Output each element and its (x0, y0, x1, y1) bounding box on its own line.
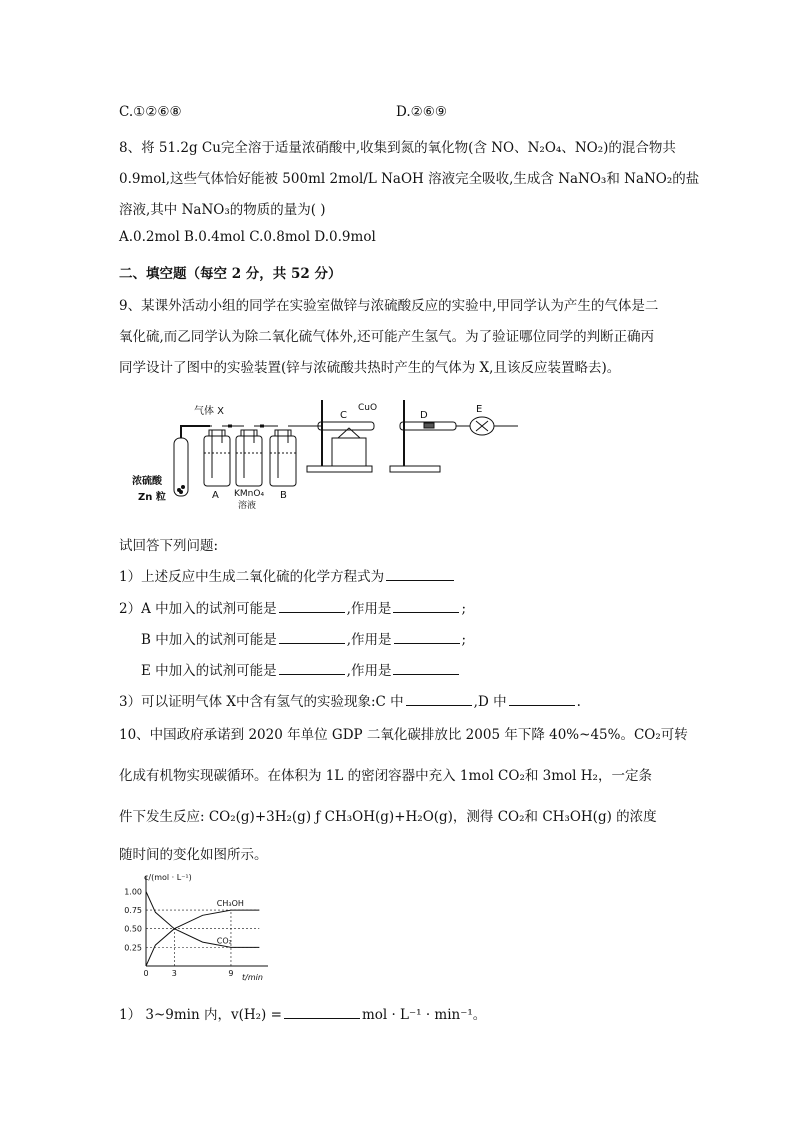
q9-sub3-text2: ,D 中 (473, 694, 507, 710)
y-tick-label: 0.25 (124, 943, 142, 953)
q9-line3: 同学设计了图中的实验装置(锌与浓硫酸共热时产生的气体为 X,且该反应装置略去)。 (119, 360, 621, 376)
label-acid: 浓硫酸 (132, 476, 162, 487)
q9-sub2a (119, 597, 466, 617)
q9-sub2b (141, 628, 466, 648)
label-zinc: Zn 粒 (138, 492, 166, 503)
q9-sub3-text3: . (576, 694, 581, 710)
q9-sub2e-text2: ,作用是 (346, 663, 392, 679)
q10-sub1-text2: mol · L⁻¹ · min⁻¹。 (361, 1007, 487, 1023)
q10-sub1-text1: 1） 3~9min 内，v(H₂) = (119, 1007, 282, 1023)
q9-sub2a-text3: ; (461, 601, 466, 617)
q9-sub2b-text1: B 中加入的试剂可能是 (141, 632, 277, 648)
y-tick-label: 1.00 (124, 887, 142, 897)
tube-c (318, 422, 374, 430)
y-tick-label: 0.50 (124, 924, 142, 934)
q9-apparatus-figure (132, 398, 522, 516)
answer-blank[interactable] (279, 662, 345, 675)
bottle-kmno4 (236, 436, 262, 486)
label-b: B (280, 490, 287, 501)
answer-blank[interactable] (393, 600, 459, 613)
stand-base-c (307, 466, 372, 472)
q8-line3: 溶液,其中 NaNO₃的物质的量为( ) (119, 202, 326, 218)
y-tick-label: 0.75 (124, 906, 142, 916)
chart-xlabel: t/min (242, 973, 263, 982)
answer-blank[interactable] (279, 600, 345, 613)
q10-sub1 (119, 1003, 486, 1023)
q9-sub2e (141, 659, 461, 679)
label-solution: 溶液 (238, 501, 257, 511)
q10-line2: 化成有机物实现碳循环。在体积为 1L 的密闭容器中充入 1mol CO₂和 3mol H₂，一定条 (119, 768, 652, 784)
q8-line1: 8、将 51.2g Cu完全溶于适量浓硝酸中,收集到氮的氧化物(含 NO、N₂O₄、NO₂)的混合物共 (119, 140, 676, 156)
label-cuo: CuO (358, 403, 378, 413)
q9-sub1 (119, 565, 456, 585)
series-label: CH₃OH (216, 899, 244, 909)
answer-blank[interactable] (279, 631, 345, 644)
answer-blank[interactable] (386, 568, 454, 581)
q7-option-c: C.①②⑥⑧ (119, 104, 182, 120)
label-a: A (212, 490, 219, 501)
reaction-tube (174, 438, 188, 496)
x-tick-label: 3 (171, 969, 177, 978)
q9-sub2a-text2: ,作用是 (346, 601, 392, 617)
x-tick-label: 0 (143, 969, 149, 978)
bottle-a (204, 436, 230, 486)
label-kmno4: KMnO₄ (234, 489, 265, 499)
q9-sub2b-text3: ; (461, 632, 467, 648)
burner-block (332, 438, 366, 466)
series-label: CO₂ (216, 936, 232, 946)
answer-blank[interactable] (393, 662, 459, 675)
q10-line4: 随时间的变化如图所示。 (119, 847, 268, 863)
answer-blank[interactable] (284, 1006, 360, 1019)
answer-blank[interactable] (394, 631, 460, 644)
label-d: D (420, 410, 428, 421)
q9-sub2a-text1: 2）A 中加入的试剂可能是 (119, 601, 277, 617)
q9-line1: 9、某课外活动小组的同学在实验室做锌与浓硫酸反应的实验中,甲同学认为产生的气体是二 (119, 298, 659, 314)
q10-line3: 件下发生反应: CO₂(g)+3H₂(g) ƒ CH₃OH(g)+H₂O(g)，测得 CO₂和 CH₃OH(g) 的浓度 (119, 809, 657, 825)
answer-blank[interactable] (509, 693, 575, 706)
q9-sub2e-text1: E 中加入的试剂可能是 (141, 663, 277, 679)
label-c: C (340, 410, 347, 421)
answer-blank[interactable] (406, 693, 472, 706)
q9-sub3-text1: 3）可以证明气体 X中含有氢气的实验现象:C 中 (119, 694, 404, 710)
bottle-b (270, 436, 296, 486)
q8-options: A.0.2mol B.0.4mol C.0.8mol D.0.9mol (119, 229, 376, 245)
q9-sub2b-text2: ,作用是 (346, 632, 392, 648)
section2-title: 二、填空题（每空 2 分，共 52 分） (119, 266, 342, 282)
q9-sub3 (119, 690, 581, 710)
x-tick-label: 9 (228, 969, 234, 978)
q9-prompt: 试回答下列问题: (119, 538, 219, 554)
q9-sub1-text: 1）上述反应中生成二氧化硫的化学方程式为 (119, 569, 385, 585)
q8-line2: 0.9mol,这些气体恰好能被 500ml 2mol/L NaOH 溶液完全吸收,生成含 NaNO₃和 NaNO₂的盐 (119, 171, 700, 187)
q10-line1: 10、中国政府承诺到 2020 年单位 GDP 二氧化碳排放比 2005 年下降 40%~45%。CO₂可转 (119, 727, 688, 743)
concentration-chart (116, 868, 276, 988)
stand-base-d (390, 466, 440, 472)
label-e: E (476, 404, 483, 415)
label-gas-x: 气体 X (194, 406, 225, 417)
chart-ylabel: c/(mol · L⁻¹) (144, 873, 192, 882)
q7-option-d: D.②⑥⑨ (396, 104, 447, 120)
q9-line2: 氧化硫,而乙同学认为除二氧化硫气体外,还可能产生氢气。为了验证哪位同学的判断正确丙 (119, 329, 655, 345)
